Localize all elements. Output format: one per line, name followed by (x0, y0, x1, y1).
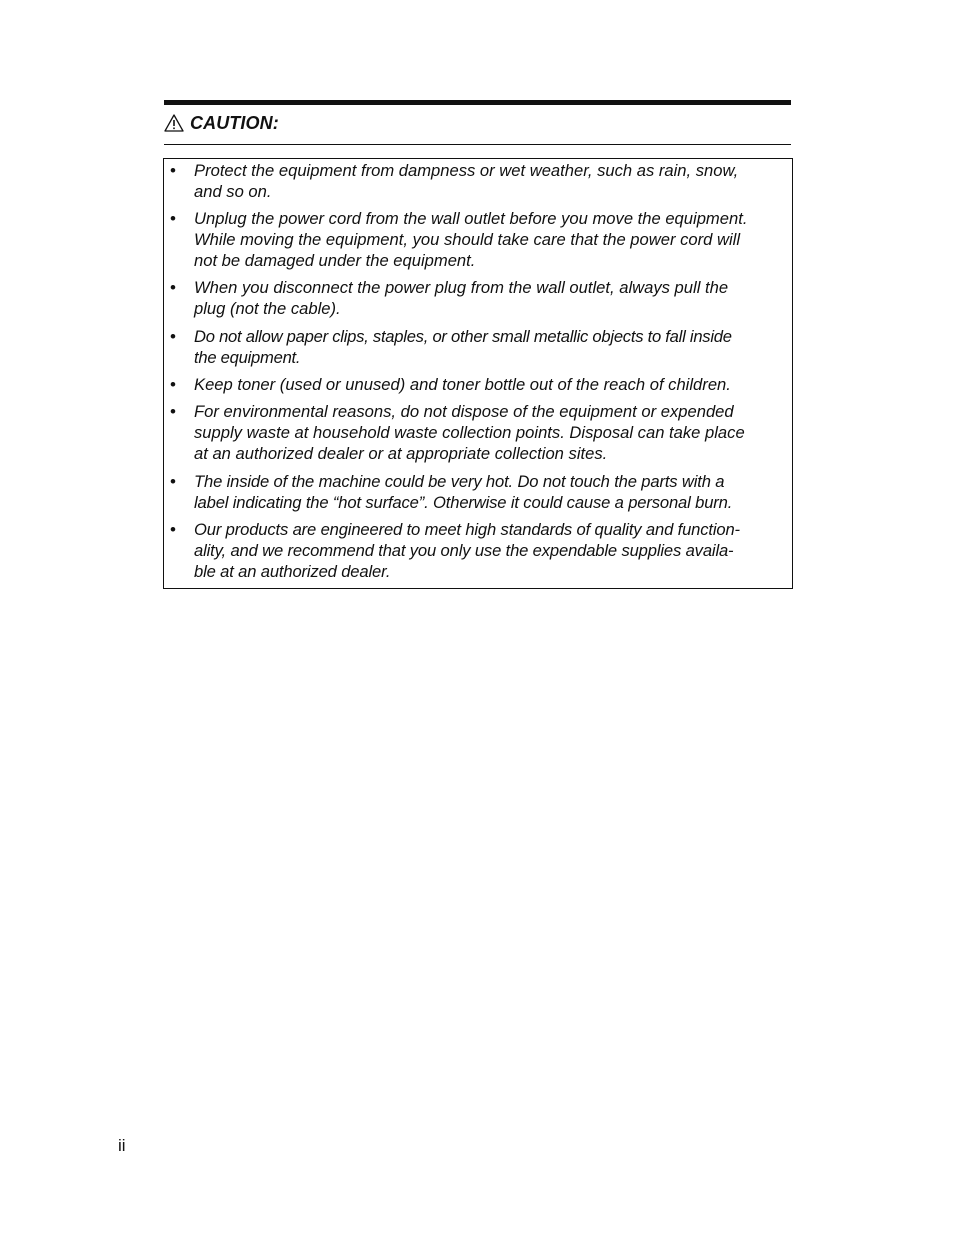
caution-item-text: When you disconnect the power plug from the wall outlet, always pull the plug (not the cable). (194, 278, 729, 318)
caution-label: CAUTION: (190, 112, 279, 133)
caution-item-text: Unplug the power cord from the wall outlet before you move the equipment. While moving the equipment, you should take care that the power cord will not be damaged under the equipment. (194, 209, 748, 270)
caution-item-text: The inside of the machine could be very hot. Do not touch the parts with a label indicating the “hot surface”. Otherwise it could cause a personal burn. (194, 472, 733, 512)
bullet: • (170, 472, 176, 491)
bullet: • (170, 375, 176, 394)
caution-heading (164, 111, 279, 135)
bullet: • (170, 278, 176, 297)
bullet: • (170, 209, 176, 228)
bullet: • (170, 327, 176, 346)
page-number: ii (118, 1136, 126, 1155)
top-rule (164, 100, 791, 105)
caution-item-text: Our products are engineered to meet high standards of quality and function- ality, and we recommend that you only use the expendable supplies availa- ble at an authorized dealer. (194, 520, 740, 581)
heading-rule (164, 144, 791, 145)
caution-item-text: Keep toner (used or unused) and toner bottle out of the reach of children. (194, 375, 731, 394)
bullet: • (170, 161, 176, 180)
caution-item-text: For environmental reasons, do not dispose of the equipment or expended supply waste at household waste collection points. Disposal can take place at an authorized dealer or at appropriate collection sites. (194, 402, 745, 463)
warning-triangle-icon (164, 114, 184, 132)
bullet: • (170, 520, 176, 539)
caution-item-text: Do not allow paper clips, staples, or other small metallic objects to fall inside the equipment. (194, 327, 732, 367)
bullet: • (170, 402, 176, 421)
caution-box (163, 158, 793, 589)
caution-item-text: Protect the equipment from dampness or wet weather, such as rain, snow, and so on. (194, 161, 739, 201)
